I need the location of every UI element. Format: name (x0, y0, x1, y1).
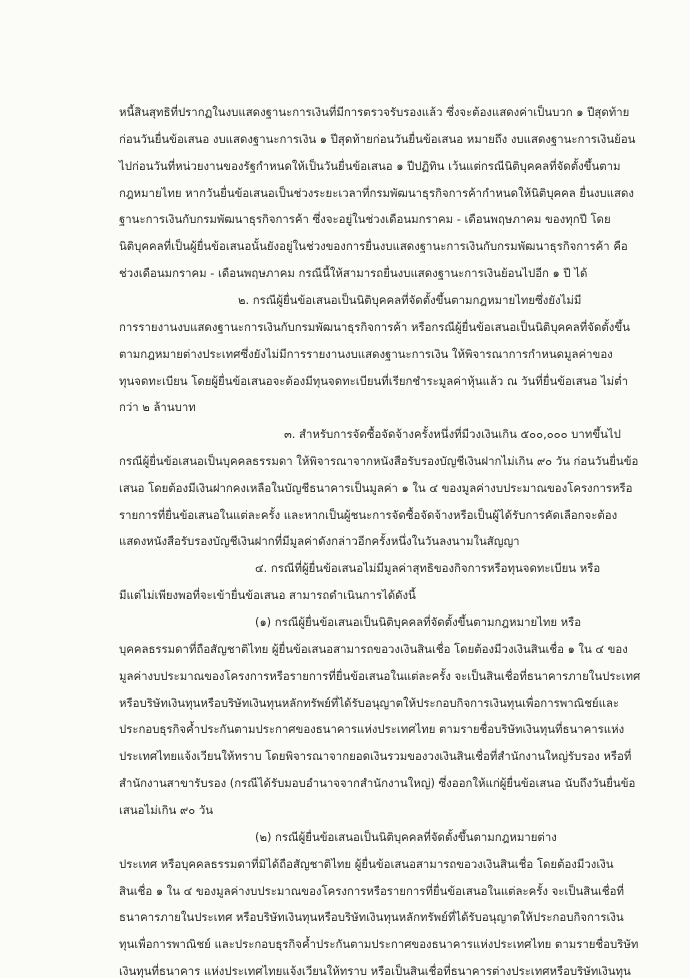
text-line: ฐานะการเงินกับกรมพัฒนาธุรกิจการค้า ซึ่งจะอยู่ในช่วงเดือนมกราคม - เดือนพฤษภาคม ของทุกปี โดย (119, 212, 611, 226)
text-line: ก่อนวันยื่นข้อเสนอ งบแสดงฐานะการเงิน ๑ ปีสุดท้ายก่อนวันยื่นข้อเสนอ หมายถึง งบแสดงฐานะการเงินย้อน (119, 132, 636, 146)
text-line: แสดงหนังสือรับรองบัญชีเงินฝากที่มีมูลค่าดังกล่าวอีกครั้งหนึ่งในวันลงนามในสัญญา (119, 534, 520, 548)
text-line: เสนอไม่เกิน ๙๐ วัน (119, 803, 214, 817)
text-line: ประกอบธุรกิจค้ำประกันตามประกาศของธนาคารแห่งประเทศไทย ตามรายชื่อบริษัทเงินทุนที่ธนาคารแห่ง (119, 722, 625, 736)
text-line: ๔. กรณีที่ผู้ยื่นข้อเสนอไม่มีมูลค่าสุทธิของกิจการหรือทุนจดทะเบียน หรือ (255, 561, 601, 575)
text-line: สินเชื่อ ๑ ใน ๔ ของมูลค่างบประมาณของโครงการหรือรายการที่ยื่นข้อเสนอในแต่ละครั้ง จะเป็นสินเชื่อที่ (119, 884, 624, 898)
text-line: ช่วงเดือนมกราคม - เดือนพฤษภาคม กรณีนี้ให้สามารถยื่นงบแสดงฐานะการเงินย้อนไปอีก ๑ ปี ได้ (119, 266, 588, 280)
text-line: กว่า ๒ ล้านบาท (119, 400, 196, 414)
text-line: ๓. สำหรับการจัดซื้อจัดจ้างครั้งหนึ่งที่มีวงเงินเกิน ๕๐๐,๐๐๐ บาทขึ้นไป (284, 427, 621, 441)
text-line: เสนอ โดยต้องมีเงินฝากคงเหลือในบัญชีธนาคารเป็นมูลค่า ๑ ใน ๔ ของมูลค่างบประมาณของโครงการหรือ (119, 481, 633, 495)
text-line: หนี้สินสุทธิที่ปรากฏในงบแสดงฐานะการเงินที่มีการตรวจรับรองแล้ว ซึ่งจะต้องแสดงค่าเป็นบวก ๑ ปีสุดท้าย (119, 105, 630, 119)
text-line: (๒) กรณีผู้ยื่นข้อเสนอเป็นนิติบุคคลที่จัดตั้งขึ้นตามกฎหมายต่าง (255, 830, 557, 844)
text-line: หรือบริษัทเงินทุนหรือบริษัทเงินทุนหลักทรัพย์ที่ได้รับอนุญาตให้ประกอบกิจการเงินทุนเพื่อการพาณิชย์และ (119, 696, 620, 710)
text-line: (๑) กรณีผู้ยื่นข้อเสนอเป็นนิติบุคคลที่จัดตั้งขึ้นตามกฎหมายไทย หรือ (255, 615, 582, 629)
text-line: ธนาคารภายในประเทศ หรือบริษัทเงินทุนหรือบริษัทเงินทุนหลักทรัพย์ที่ได้รับอนุญาตให้ประกอบกิจการเงิน (119, 910, 624, 924)
text-line: ไปก่อนวันที่หน่วยงานของรัฐกำหนดให้เป็นวันยื่นข้อเสนอ ๑ ปีปฏิทิน เว้นแต่กรณีนิติบุคคลที่จัดตั้งขึ้นตาม (119, 159, 621, 173)
text-line: มูลค่างบประมาณของโครงการหรือรายการที่ยื่นข้อเสนอในแต่ละครั้ง จะเป็นสินเชื่อที่ธนาคารภายในประเทศ (119, 669, 641, 683)
text-line: ประเทศไทยแจ้งเวียนให้ทราบ โดยพิจารณาจากยอดเงินรวมของวงเงินสินเชื่อที่สำนักงานใหญ่รับรอง หรือที่ (119, 749, 632, 763)
text-line: กรณีผู้ยื่นข้อเสนอเป็นบุคคลธรรมดา ให้พิจารณาจากหนังสือรับรองบัญชีเงินฝากไม่เกิน ๙๐ วัน ก่อนวันยื่นข้อ (119, 454, 639, 468)
text-line: เงินทุนที่ธนาคาร แห่งประเทศไทยแจ้งเวียนให้ทราบ หรือเป็นสินเชื่อที่ธนาคารต่างประเทศหรือบริษัทเงินทุน (119, 964, 631, 978)
text-line: สำนักงานสาขารับรอง (กรณีได้รับมอบอำนาจจากสำนักงานใหญ่) ซึ่งออกให้แก่ผู้ยื่นข้อเสนอ นับถึงวันยื่นข้อ (119, 776, 636, 790)
text-line: ๒. กรณีผู้ยื่นข้อเสนอเป็นนิติบุคคลที่จัดตั้งขึ้นตามกฎหมายไทยซึ่งยังไม่มี (238, 293, 582, 307)
text-line: นิติบุคคลที่เป็นผู้ยื่นข้อเสนอนั้นยังอยู่ในช่วงของการยื่นงบแสดงฐานะการเงินกับกรมพัฒนาธุรกิจการค้า คือ (119, 239, 628, 253)
text-line: รายการที่ยื่นข้อเสนอในแต่ละครั้ง และหากเป็นผู้ชนะการจัดซื้อจัดจ้างหรือเป็นผู้ได้รับการคัดเลือกจะต้อง (119, 508, 618, 522)
text-line: มีแต่ไม่เพียงพอที่จะเข้ายื่นข้อเสนอ สามารถดำเนินการได้ดังนี้ (119, 588, 416, 602)
text-line: บุคคลธรรมดาที่ถือสัญชาติไทย ผู้ยื่นข้อเสนอสามารถขอวงเงินสินเชื่อ โดยต้องมีวงเงินสินเชื่อ ๑ ใน ๔ ของ (119, 642, 628, 656)
text-line: การรายงานงบแสดงฐานะการเงินกับกรมพัฒนาธุรกิจการค้า หรือกรณีผู้ยื่นข้อเสนอเป็นนิติบุคคลที่จัดตั้งขึ้น (119, 320, 630, 334)
text-line: ประเทศ หรือบุคคลธรรมดาที่มิได้ถือสัญชาติไทย ผู้ยื่นข้อเสนอสามารถขอวงเงินสินเชื่อ โดยต้องมีวงเงิน (119, 857, 614, 871)
text-line: ทุนเพื่อการพาณิชย์ และประกอบธุรกิจค้ำประกันตามประกาศของธนาคารแห่งประเทศไทย ตามรายชื่อบริษัท (119, 937, 639, 951)
text-line: ทุนจดทะเบียน โดยผู้ยื่นข้อเสนอจะต้องมีทุนจดทะเบียนที่เรียกชำระมูลค่าหุ้นแล้ว ณ วันที่ยื่นข้อเสนอ ไม่ต่ำ (119, 374, 628, 388)
text-line: ตามกฎหมายต่างประเทศซึ่งยังไม่มีการรายงานงบแสดงฐานะการเงิน ให้พิจารณาการกำหนดมูลค่าของ (119, 347, 613, 361)
text-line: กฎหมายไทย หากวันยื่นข้อเสนอเป็นช่วงระยะเวลาที่กรมพัฒนาธุรกิจการค้ากำหนดให้นิติบุคคล ยื่นงบแสดง (119, 186, 634, 200)
